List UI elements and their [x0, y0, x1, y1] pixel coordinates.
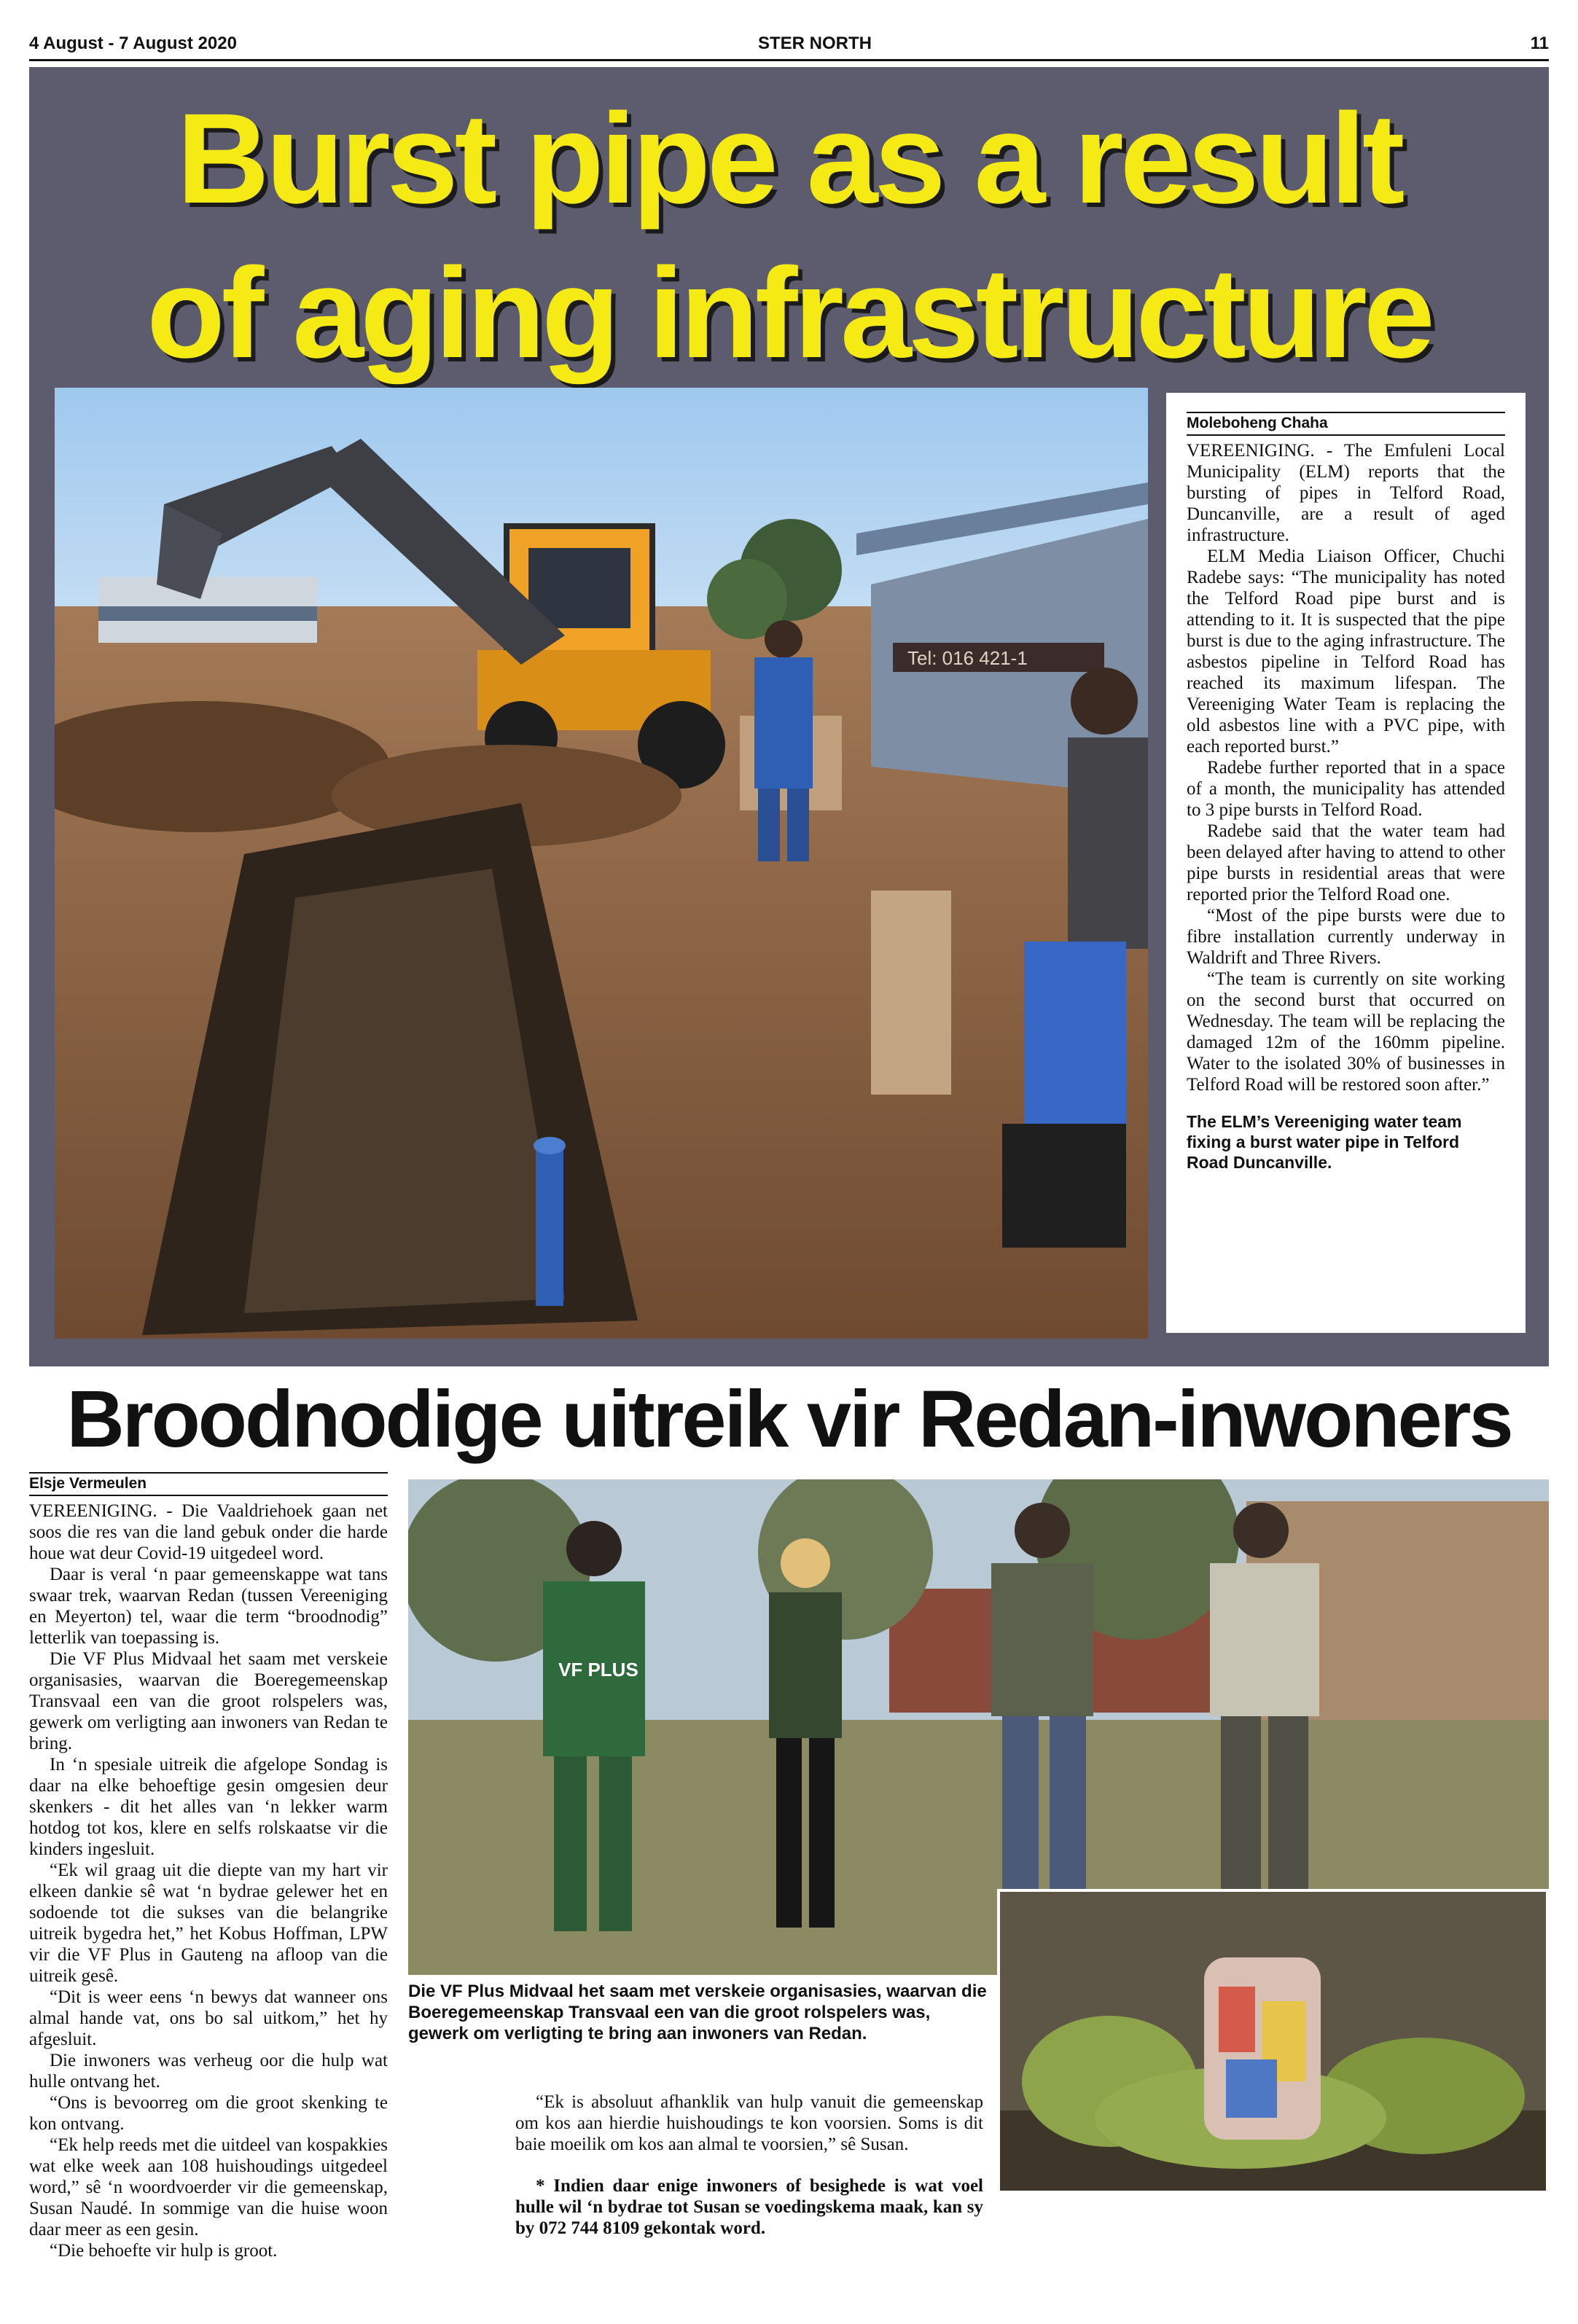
article-paragraph: “Most of the pipe bursts were due to fibre installation currently underway in Waldrift and Three Rivers. [1187, 906, 1505, 968]
article-paragraph: “Ek help reeds met die uitdeel van kospakkies wat elke week aan 108 huishoudings uitgedeel word,” sê ‘n woordvoerder vir die gemeenskap, Susan Naudé. In sommige van die huise woon daar meer as een gesin. [29, 2135, 388, 2239]
article-paragraph: Die inwoners was verheug oor die hulp wat hulle ontvang het. [29, 2051, 388, 2092]
burst-pipe-headline [29, 82, 1549, 391]
worker-blue-overalls [754, 657, 813, 789]
burst-pipe-story-panel [29, 67, 1549, 1366]
photo-caption: The ELM’s Vereeniging water team fixing a burst water pipe in Telford Road Duncanville. [1187, 1112, 1462, 1172]
redan-outreach-headline: Broodnodige uitreik vir Redan-inwoners [66, 1374, 1512, 1464]
article-paragraph: In ‘n spesiale uitreik die afgelope Sondag is daar na elke behoeftige gesin omgesien deur skenkers - dit het alles van ‘n lekker warm hotdog tot kos, klere en selfs rolskaatse vir die kinders ingesluit. [29, 1755, 388, 1859]
article-paragraph: “Die behoefte vir hulp is groot. [50, 2241, 278, 2261]
article-paragraph: Radebe further reported that in a space of a month, the municipality has attended to 3 pipe bursts in Telford Road. [1187, 758, 1505, 820]
blue-pvc-pipe [536, 1146, 563, 1306]
redan-article-continuation [515, 2092, 983, 2239]
group-photo-caption: Die VF Plus Midvaal het saam met verskeie organisasies, waarvan die Boeregemeenskap Transvaal een van die groot rolspelers was, gewerk om verligting te bring aan inwoners van Redan. [408, 1981, 987, 2043]
paper-name: STER NORTH [758, 34, 872, 53]
page-number: 11 [1530, 34, 1549, 53]
burst-pipe-photo [55, 388, 1148, 1339]
article-paragraph: “Dit is weer eens ‘n bewys dat wanneer ons almal hande vat, ons bo sal uitkom,” het hy afgesluit. [29, 1987, 388, 2049]
article-paragraph: “Ons is bevoorreg om die groot skenking te kon ontvang. [29, 2093, 388, 2134]
trench-excavation-illustration [55, 388, 1148, 1339]
worker-grey-shirt [1068, 738, 1148, 949]
article-paragraph: ELM Media Liaison Officer, Chuchi Radebe says: “The municipality has noted the Telford Road pipe burst and is attending to it. It is suspected that the pipe burst is due to the aging infrastructure. The asbestos pipeline in Telford Road has reached its maximum lifespan. The Vereeniging Water Team is replacing the old asbestos line with a PVC pipe, with each reported burst.” [1187, 547, 1505, 756]
contact-note: * Indien daar enige inwoners of besighede is wat voel hulle wil ‘n bydrae tot Susan se voedingskema maak, kan sy by 072 744 8109 gekontak word. [515, 2176, 983, 2238]
article-paragraph: VEREENIGING. - Die Vaaldriehoek gaan net soos die res van die land gebuk onder die harde houe wat deur Covid-19 uitgedeel word. [29, 1501, 388, 1563]
article-paragraph: “Ek wil graag uit die diepte van my hart vir elkeen dankie sê wat ‘n bydrae gelewer het en sodoende tot die sukses van die belangrike uitreik bygedra het,” het Kobus Hoffman, LPW vir die VF Plus in Gauteng na afloop van die uitreik gesê. [29, 1861, 388, 1986]
article-body [29, 1501, 388, 2261]
article-paragraph: “Ek is absoluut afhanklik van hulp vanuit die gemeenskap om kos aan hierdie huishoudings te kon voorsien. Soms is dit baie moeilik om kos aan almal te voorsien,” sê Susan. [515, 2092, 983, 2154]
article-byline: Moleboheng Chaha [1187, 412, 1505, 436]
article-paragraph: VEREENIGING. - The Emfuleni Local Municipality (ELM) reports that the bursting of pipes in Telford Road, Duncanville, are a result of aged infrastructure. [1187, 441, 1505, 545]
article-paragraph: Radebe said that the water team had been delayed after having to attend to other pipe bursts in residential areas that were reported prior the Telford Road one. [1187, 821, 1505, 904]
page-folio [29, 29, 1549, 61]
issue-date: 4 August - 7 August 2020 [29, 34, 237, 53]
headline-line-2: of aging infrastructure [147, 242, 1431, 385]
article-body [1187, 440, 1505, 1095]
article-byline: Elsje Vermeulen [29, 1472, 388, 1496]
food-parcels-illustration [1000, 1892, 1546, 2191]
headline-line-1: Burst pipe as a result [176, 87, 1402, 230]
redan-article-column [29, 1472, 388, 2261]
burst-pipe-article [1166, 393, 1526, 1333]
photo-sign-text: Tel: 016 421-1 [907, 647, 1028, 669]
article-paragraph: Daar is veral ‘n paar gemeenskappe wat tans swaar trek, waarvan Redan (tussen Vereeniging en Meyerton) tel, waar die term “broodnodig” letterlik van toepassing is. [29, 1565, 388, 1648]
food-parcels-photo [997, 1889, 1549, 2194]
shirt-logo-text: VF PLUS [558, 1659, 638, 1681]
article-paragraph: “The team is currently on site working on the second burst that occurred on Wednesday. The team will be replacing the damaged 12m of the 160mm pipeline. Water to the isolated 30% of businesses in Telford Road will be restored soon after.” [1187, 969, 1505, 1095]
article-paragraph: Die VF Plus Midvaal het saam met verskeie organisasies, waarvan die Boeregemeenskap Transvaal een van die groot rolspelers was, gewerk om verligting aan inwoners van Redan te bring. [29, 1649, 388, 1753]
